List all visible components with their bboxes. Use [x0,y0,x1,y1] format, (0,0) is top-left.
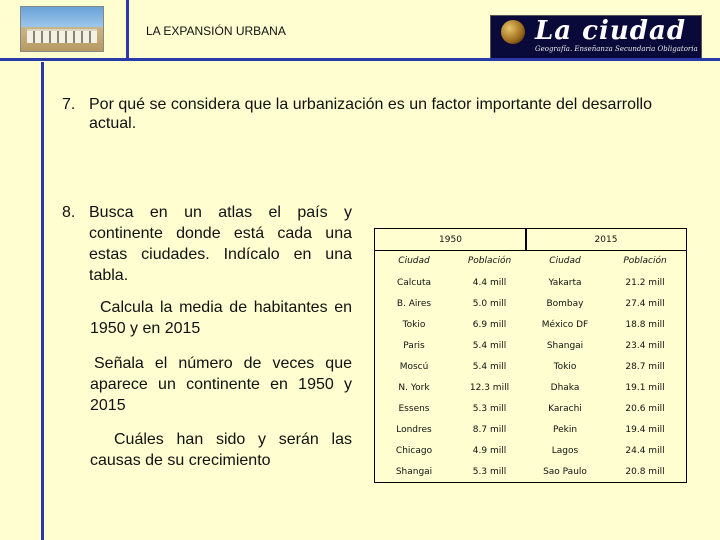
table-row [375,461,686,482]
table-row [375,272,686,293]
city-1950-cell: Chicago [395,445,433,456]
population-1950-cell: 4.4 mill [472,277,507,288]
population-1950-cell: 5.3 mill [472,403,507,414]
task-continent-count: Señala el número de veces que aparece un continente en 1950 y 2015 [90,355,352,414]
city-2015-cell: Dhaka [550,382,580,393]
city-2015-cell: Sao Paulo [543,466,587,477]
task-growth-causes: Cuáles han sido y serán las causas de su crecimiento [90,431,352,469]
population-2015-cell: 20.8 mill [625,466,665,477]
header-year-1950: 1950 [375,229,526,250]
population-2015-cell: 21.2 mill [625,277,665,288]
city-2015-cell: Lagos [551,445,579,456]
population-2015-cell: 27.4 mill [625,298,665,309]
column-header-population-1950: Población [467,256,512,266]
population-1950-cell: 8.7 mill [472,424,507,435]
cities-table [375,229,686,482]
column-header-population-2015: Población [623,256,667,266]
city-1950-cell: Moscú [399,361,429,372]
table-row [375,314,686,335]
table-row [375,419,686,440]
city-1950-cell: B. Aires [396,298,432,309]
column-header-city-2015: Ciudad [549,256,581,266]
page-title: LA EXPANSIÓN URBANA [146,24,286,38]
table-row [375,335,686,356]
city-1950-cell: N. York [398,382,430,393]
question-7-number: 7. [62,96,76,113]
population-2015-cell: 28.7 mill [625,361,665,372]
population-1950-cell: 12.3 mill [469,382,510,393]
population-2015-cell: 23.4 mill [625,340,665,351]
divider-vertical-left [41,62,44,540]
city-2015-cell: Tokio [553,361,577,372]
table-row [375,377,686,398]
city-2015-cell: México DF [541,319,589,330]
table-row [375,398,686,419]
question-8-number: 8. [62,204,76,221]
population-1950-cell: 5.0 mill [472,298,507,309]
table-row [375,293,686,314]
city-2015-cell: Bombay [546,298,584,309]
city-1950-cell: Londres [396,424,432,435]
header [0,0,720,58]
logo-subtitle: Geografía. Enseñanza Secundaria Obligatoria [535,45,698,53]
header-year-2015: 2015 [526,229,686,250]
logo-name: La ciudad [535,16,686,46]
population-1950-cell: 5.4 mill [472,361,507,372]
task-mean-population: Calcula la media de habitantes en 1950 y en 2015 [90,299,352,337]
logo [490,15,702,59]
population-2015-cell: 19.4 mill [625,424,665,435]
city-1950-cell: Shangai [395,466,433,477]
city-2015-cell: Shangai [546,340,584,351]
population-1950-cell: 4.9 mill [472,445,507,456]
population-1950-cell: 6.9 mill [472,319,507,330]
table-row [375,440,686,461]
question-8-text: Busca en un atlas el país y continente donde está cada una estas ciudades. Indícalo en una tabla. [89,204,352,284]
question-7 [62,95,662,133]
population-1950-cell: 5.3 mill [472,466,507,477]
city-1950-cell: Calcuta [397,277,431,288]
population-2015-cell: 19.1 mill [625,382,665,393]
divider-horizontal [0,58,720,61]
population-2015-cell: 24.4 mill [625,445,665,456]
table-row [375,356,686,377]
city-1950-cell: Paris [403,340,425,351]
city-1950-cell: Tokio [402,319,426,330]
city-2015-cell: Yakarta [548,277,582,288]
question-7-text: Por qué se considera que la urbanización es un factor importante del desarrollo actual. [89,96,652,132]
city-1950-cell: Essens [398,403,430,414]
population-1950-cell: 5.4 mill [472,340,507,351]
question-8 [62,202,352,286]
city-2015-cell: Karachi [548,403,582,414]
population-2015-cell: 18.8 mill [625,319,665,330]
globe-icon [501,20,525,44]
column-header-city-1950: Ciudad [398,256,430,266]
population-2015-cell: 20.6 mill [625,403,665,414]
city-2015-cell: Pekin [552,424,578,435]
divider-vertical-top [126,0,129,60]
header-photo [20,6,104,52]
